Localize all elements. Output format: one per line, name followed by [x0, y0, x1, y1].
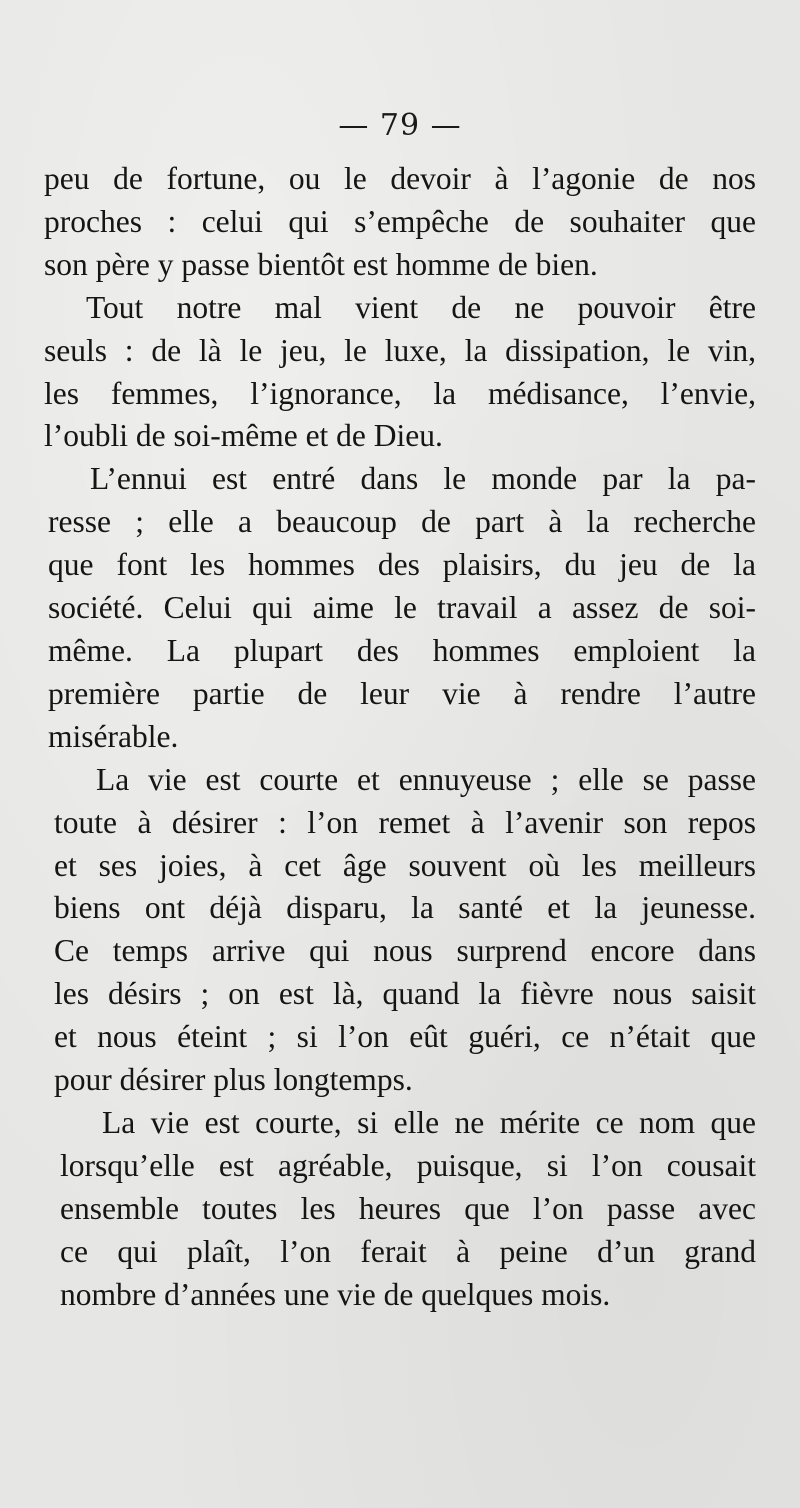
- text-line: resse ; elle a beaucoup de part à la recherche: [48, 504, 756, 540]
- text-line: et ses joies, à cet âge souvent où les meilleurs: [54, 847, 756, 883]
- text-line: les femmes, l’ignorance, la médisance, l’envie,: [44, 375, 756, 411]
- paragraph-3: [48, 458, 756, 758]
- text-line: son père y passe bientôt est homme de bien.: [44, 246, 598, 282]
- text-line: lorsqu’elle est agréable, puisque, si l’on cousait: [60, 1147, 756, 1183]
- text-line: ensemble toutes les heures que l’on passe avec: [60, 1190, 756, 1226]
- paragraph-4: [54, 759, 756, 1102]
- text-line: les désirs ; on est là, quand la fièvre nous saisit: [54, 976, 756, 1012]
- text-line: peu de fortune, ou le devoir à l’agonie de nos: [44, 161, 756, 196]
- text-line: La vie est courte, si elle ne mérite ce nom que: [102, 1104, 756, 1140]
- text-line: Ce temps arrive qui nous surprend encore dans: [54, 933, 756, 969]
- text-line: et nous éteint ; si l’on eût guéri, ce n’était que: [54, 1019, 756, 1055]
- page-text: [44, 158, 756, 1316]
- text-line: La vie est courte et ennuyeuse ; elle se passe: [96, 761, 756, 797]
- text-line: ce qui plaît, l’on ferait à peine d’un grand: [60, 1233, 756, 1269]
- text-line: seuls : de là le jeu, le luxe, la dissipation, le vin,: [44, 332, 756, 368]
- text-line: que font les hommes des plaisirs, du jeu de la: [48, 547, 756, 583]
- text-line: première partie de leur vie à rendre l’autre: [48, 675, 756, 711]
- text-line: biens ont déjà disparu, la santé et la jeunesse.: [54, 890, 756, 926]
- text-line: Tout notre mal vient de ne pouvoir être: [86, 289, 756, 325]
- text-line: société. Celui qui aime le travail a assez de soi-: [48, 590, 756, 626]
- paragraph-1: [44, 158, 756, 287]
- text-line: pour désirer plus longtemps.: [54, 1062, 413, 1098]
- paragraph-5: [60, 1102, 756, 1317]
- text-line: même. La plupart des hommes emploient la: [48, 632, 756, 668]
- text-line: L’ennui est entré dans le monde par la pa-: [90, 461, 756, 497]
- text-line: proches : celui qui s’empêche de souhaiter que: [44, 203, 756, 239]
- paragraph-2: [44, 287, 756, 459]
- text-line: l’oubli de soi-même et de Dieu.: [44, 418, 443, 454]
- text-line: nombre d’années une vie de quelques mois.: [60, 1276, 611, 1312]
- page-number: — 79 —: [338, 108, 462, 143]
- text-line: misérable.: [48, 718, 179, 754]
- text-line: toute à désirer : l’on remet à l’avenir son repos: [54, 804, 756, 840]
